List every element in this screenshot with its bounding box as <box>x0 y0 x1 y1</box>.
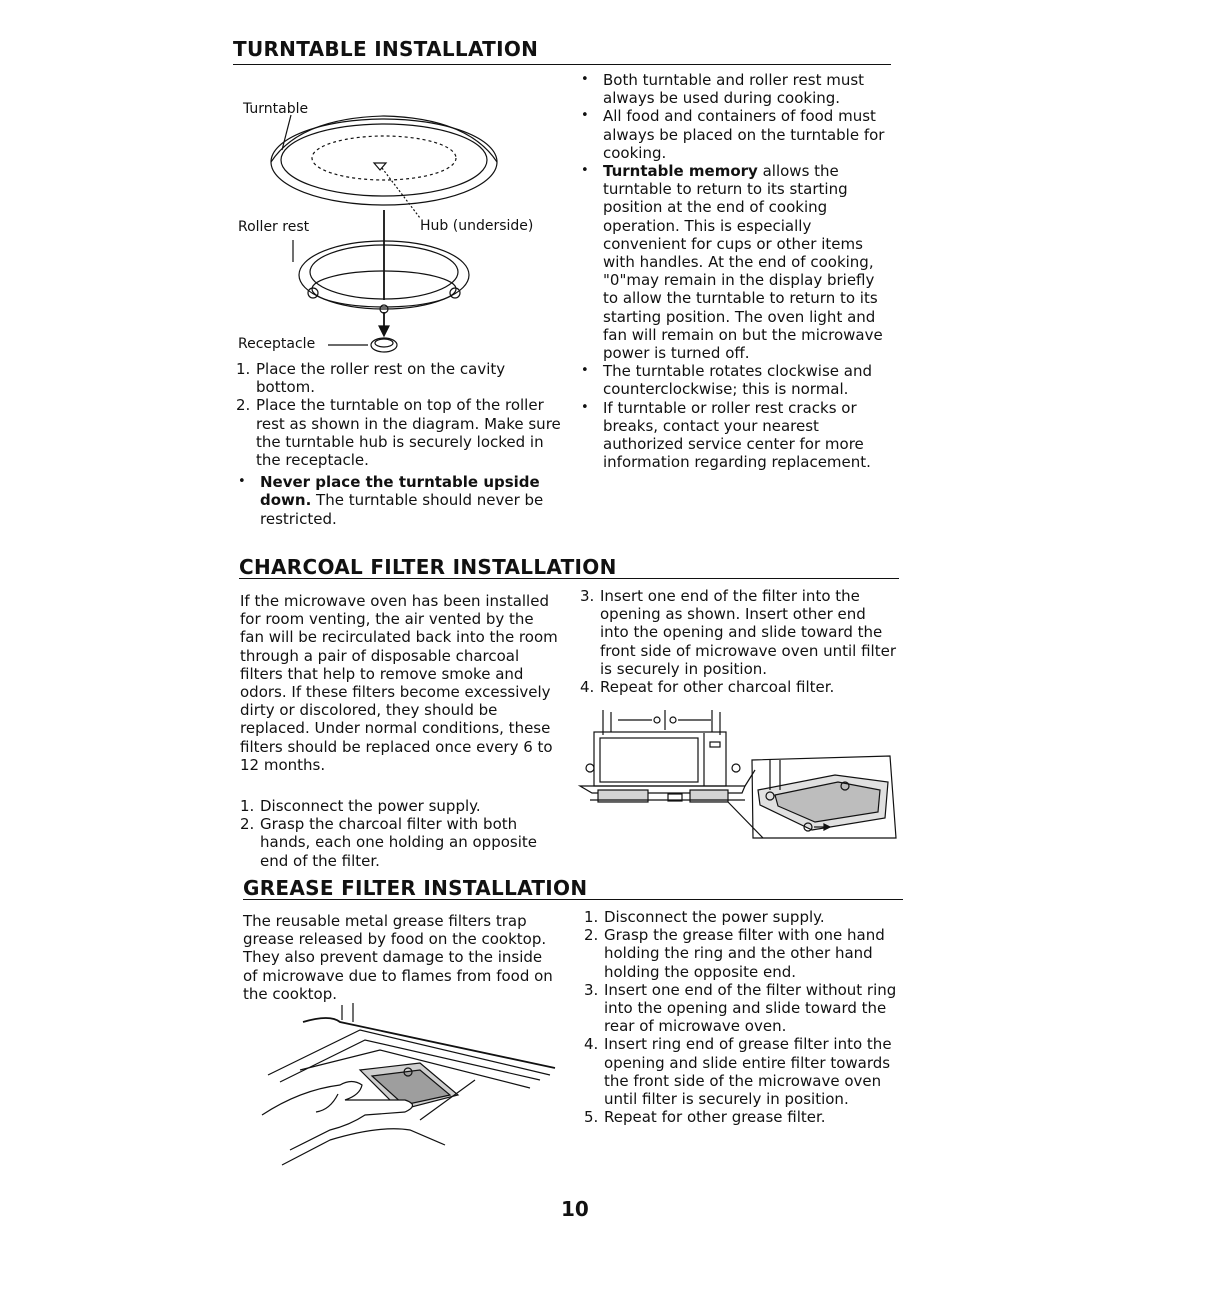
list-item: 4. Insert ring end of grease filter into the opening and slide entire filter towards the front side of the microwave oven until filter is securely in position. <box>584 1035 892 1109</box>
turntable-warning: • Never place the turntable upside down. The turntable should never be restricted. <box>236 473 561 528</box>
list-item: 1. Disconnect the power supply. <box>584 908 825 926</box>
charcoal-heading: CHARCOAL FILTER INSTALLATION <box>239 555 617 579</box>
label-roller-rest: Roller rest <box>238 219 310 235</box>
list-item: 2. Grasp the charcoal filter with both hands, each one holding an opposite end of the filter. <box>240 815 537 870</box>
grease-heading: GREASE FILTER INSTALLATION <box>243 876 588 900</box>
list-item: 2. Grasp the grease filter with one hand holding the ring and the other hand holding the opposite end. <box>584 926 885 981</box>
list-item: • If turntable or roller rest cracks or breaks, contact your nearest authorized service center for more information regarding replacement. <box>579 399 894 472</box>
charcoal-intro: If the microwave oven has been installed for room venting, the air vented by the fan will be recirculated back into the room through a pair of disposable charcoal filters that help to remove smoke and odors. If these filters become excessively dirty or discolored, they should be replaced. Under normal conditions, these filters should be replaced once every 6 to 12 months. <box>240 592 558 774</box>
list-item: 3. Insert one end of the filter without ring into the opening and slide toward the rear of microwave oven. <box>584 980 897 1036</box>
list-item: 1. Place the roller rest on the cavity bottom. <box>236 360 506 397</box>
label-hub: Hub (underside) <box>420 218 534 234</box>
grease-intro: The reusable metal grease filters trap grease released by food on the cooktop. They also prevent damage to the inside of microwave due to flames from food on the cooktop. <box>243 912 553 1003</box>
list-item: 4. Repeat for other charcoal filter. <box>580 678 835 697</box>
list-item: 5. Repeat for other grease filter. <box>584 1108 826 1127</box>
label-receptacle: Receptacle <box>238 336 316 352</box>
list-item: • The turntable rotates clockwise and counterclockwise; this is normal. <box>579 362 894 398</box>
list-item: 1. Disconnect the power supply. <box>240 797 481 815</box>
list-item: 3. Insert one end of the filter into the opening as shown. Insert other end into the opening and slide toward the front side of microwave oven until filter is securely in position. <box>580 587 897 678</box>
list-item: • Turntable memory allows the turntable to return to its starting position at the end of cooking operation. This is especially convenient for cups or other items with handles. At the end of cooking, "0"may remain in the display briefly to allow the turntable to return to its starting position. The oven light and fan will remain on but the microwave power is turned off. <box>579 162 894 362</box>
list-item: • All food and containers of food must always be placed on the turntable for cooking. <box>579 107 894 162</box>
list-item: • Both turntable and roller rest must always be used during cooking. <box>579 71 894 107</box>
page-number: 10 <box>561 1197 589 1221</box>
turntable-heading: TURNTABLE INSTALLATION <box>233 37 539 61</box>
list-item: 2. Place the turntable on top of the roller rest as shown in the diagram. Make sure the turntable hub is securely locked in the receptacle. <box>236 396 561 470</box>
label-turntable: Turntable <box>243 101 309 117</box>
